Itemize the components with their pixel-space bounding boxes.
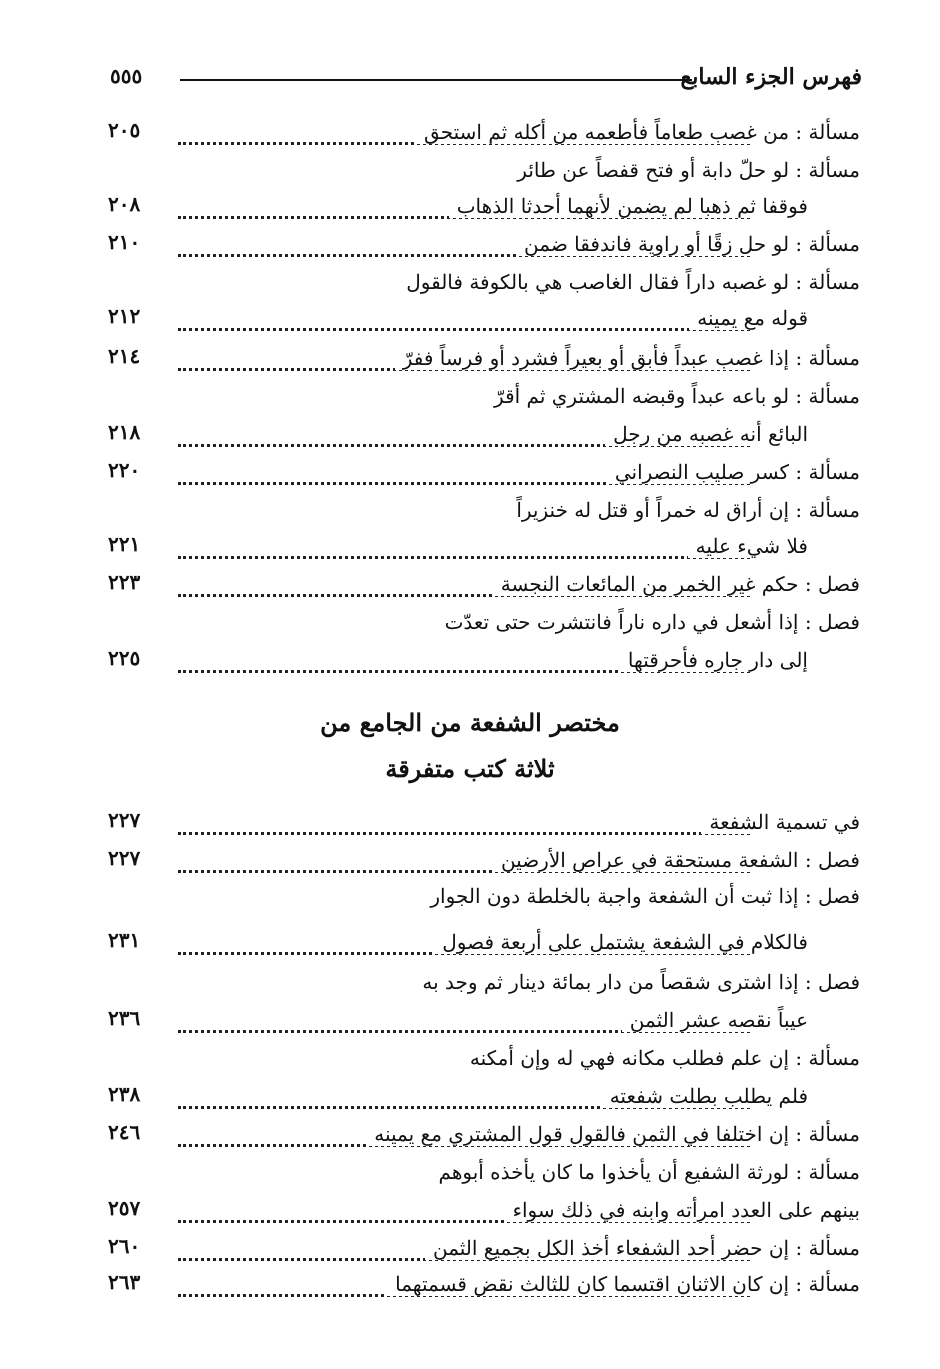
toc-entry <box>108 1042 860 1080</box>
running-title: فهرس الجزء السابع <box>680 64 862 90</box>
entry-page: ٢١٨ <box>108 420 146 444</box>
entry-page: ٢٠٨ <box>108 192 146 216</box>
entry-page: ٢٥٧ <box>108 1196 146 1220</box>
entry-page: ٢٣٦ <box>108 1006 146 1030</box>
entry-text: مسألة : إن اختلفا في الثمن فالقول قول المشتري مع يمينه <box>366 1122 860 1146</box>
entry-text: في تسمية الشفعة <box>701 810 860 834</box>
entry-text: فصل : الشفعة مستحقة في عراص الأرضين <box>493 848 860 872</box>
entry-text: فلم يطلب بطلت شفعته <box>602 1084 808 1108</box>
entry-page: ٢١٤ <box>108 344 146 368</box>
entry-page: ٢٢٧ <box>108 808 146 832</box>
section-title-line-2: ثلاثة كتب متفرقة <box>385 754 555 783</box>
entry-text: قوله مع يمينه <box>689 306 808 330</box>
toc-entry <box>108 266 860 304</box>
entry-text: فالكلام في الشفعة يشتمل على أربعة فصول <box>434 930 808 954</box>
entry-text: مسألة : لو حل زقًا أو راوية فاندفقا ضمن <box>516 232 860 256</box>
entry-text: فوقفا ثم ذهبا لم يضمن لأنهما أحدثا الذهاب <box>449 194 808 218</box>
toc-entry-continuation <box>108 644 860 682</box>
toc-entry <box>108 1268 860 1306</box>
entry-page: ٢٢٥ <box>108 646 146 670</box>
toc-entry <box>108 154 860 192</box>
toc-entry-continuation <box>108 1194 860 1232</box>
toc-entry <box>108 806 860 844</box>
toc-entry-continuation <box>108 302 860 340</box>
entry-text: مسألة : لو باعه عبداً وقبضه المشتري ثم أقرّ <box>486 384 860 408</box>
entry-text: عيباً نقصه عشر الثمن <box>622 1008 808 1032</box>
entry-page: ٢٦٠ <box>108 1234 146 1258</box>
entry-text: مسألة : لو غصبه داراً فقال الغاصب هي بالكوفة فالقول <box>398 270 860 294</box>
header-rule <box>180 79 692 81</box>
toc-entry <box>108 880 860 918</box>
entry-page: ٢٢٧ <box>108 846 146 870</box>
toc-entry-continuation <box>108 190 860 228</box>
entry-page: ٢١٠ <box>108 230 146 254</box>
section-title-line-1: مختصر الشفعة من الجامع من <box>320 708 620 737</box>
entry-page: ٢٢٣ <box>108 570 146 594</box>
toc-entry <box>108 342 860 380</box>
toc-entry <box>108 494 860 532</box>
entry-text: فصل : إذا ثبت أن الشفعة واجبة بالخلطة دون الجوار <box>422 884 860 908</box>
entry-page: ٢٢١ <box>108 532 146 556</box>
toc-entry-continuation <box>108 530 860 568</box>
entry-text: مسألة : من غصب طعاماً فأطعمه من أكله ثم استحق <box>416 120 860 144</box>
toc-entry-continuation <box>108 1004 860 1042</box>
toc-entry <box>108 228 860 266</box>
toc-entry-continuation <box>108 926 860 964</box>
toc-entry <box>108 1118 860 1156</box>
toc-entry <box>108 380 860 418</box>
entry-text: فصل : حكم غير الخمر من المائعات النجسة <box>493 572 860 596</box>
toc-entry <box>108 1232 860 1270</box>
entry-page: ٢١٢ <box>108 304 146 328</box>
toc-entry <box>108 116 860 154</box>
entry-text: البائع أنه غصبه من رجل <box>605 422 808 446</box>
toc-entry <box>108 606 860 644</box>
entry-text: فلا شيء عليه <box>688 534 808 558</box>
toc-entry <box>108 966 860 1004</box>
entry-page: ٢٤٦ <box>108 1120 146 1144</box>
entry-text: مسألة : إن حضر أحد الشفعاء أخذ الكل بجميع الثمن <box>425 1236 860 1260</box>
toc-entry <box>108 456 860 494</box>
toc-entry <box>108 844 860 882</box>
toc-entry-continuation <box>108 1080 860 1118</box>
toc-entry <box>108 1156 860 1194</box>
entry-text: مسألة : لورثة الشفيع أن يأخذوا ما كان يأخذه أبوهم <box>431 1160 860 1184</box>
entry-text: مسألة : إن أراق له خمراً أو قتل له خنزيراً <box>508 498 860 522</box>
entry-text: بينهم على العدد امرأته وابنه في ذلك سواء <box>505 1198 860 1222</box>
entry-page: ٢٢٠ <box>108 458 146 482</box>
entry-text: فصل : إذا أشعل في داره ناراً فانتشرت حتى تعدّت <box>437 610 860 634</box>
entry-text: مسألة : إن كان الاثنان اقتسما كان للثالث نقض قسمتهما <box>387 1272 860 1296</box>
entry-text: مسألة : إذا غصب عبداً فأبق أو بعيراً فشرد أو فرساً ففرّ <box>395 346 860 370</box>
page-number: ٥٥٥ <box>110 64 143 88</box>
entry-text: فصل : إذا اشترى شقصاً من دار بمائة دينار ثم وجد به <box>414 970 860 994</box>
toc-entry-continuation <box>108 418 860 456</box>
entry-page: ٢٣١ <box>108 928 146 952</box>
entry-page: ٢٦٣ <box>108 1270 146 1294</box>
page-header <box>110 62 862 94</box>
entry-text: مسألة : كسر صليب النصراني <box>607 460 860 484</box>
entry-page: ٢٣٨ <box>108 1082 146 1106</box>
entry-text: مسألة : إن علم فطلب مكانه فهي له وإن أمكنه <box>462 1046 860 1070</box>
entry-text: مسألة : لو حلّ دابة أو فتح قفصاً عن طائر <box>509 158 860 182</box>
toc-entry <box>108 568 860 606</box>
entry-page: ٢٠٥ <box>108 118 146 142</box>
entry-text: إلى دار جاره فأحرقتها <box>620 648 808 672</box>
